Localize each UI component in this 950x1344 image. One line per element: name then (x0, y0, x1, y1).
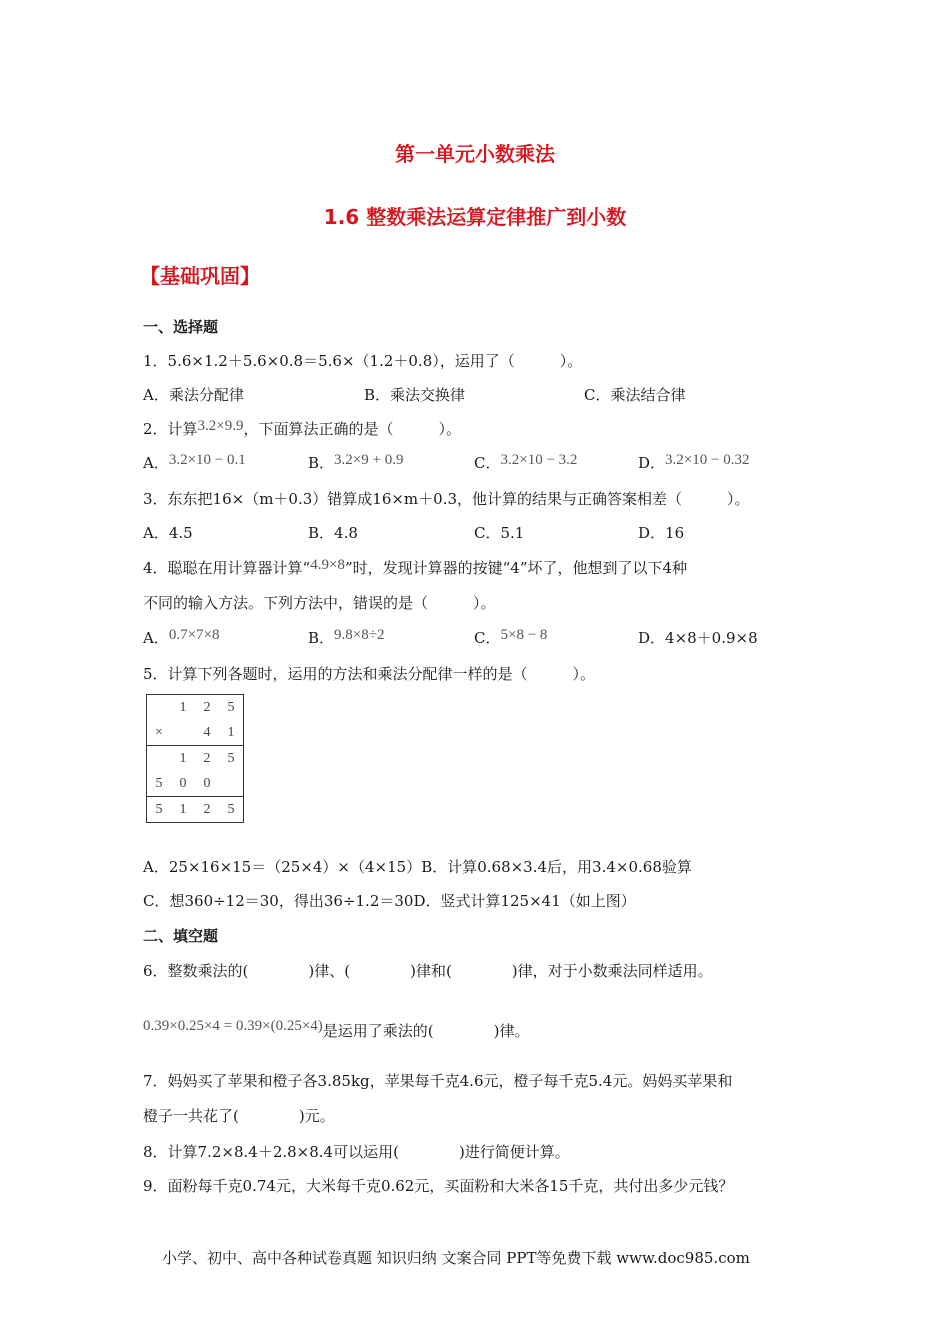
grid-cell: 1 (179, 699, 187, 715)
q2-option-c-expr: 3.2×10 − 3.2 (500, 452, 578, 468)
grid-cell: 1 (171, 797, 195, 823)
q2-option-d-label: D． (638, 454, 666, 472)
q3-option-d: D．16 (638, 524, 685, 542)
grid-row (147, 771, 244, 797)
q9-stem: 9．面粉每千克0.74元，大米每千克0.62元，买面粉和大米各15千克，共付出多少元钱？ (143, 1177, 734, 1195)
footer-text: 小学、初中、高中各种试卷真题 知识归纳 文案合同 PPT等免费下载 www.doc985.com (162, 1249, 750, 1267)
q2-option-c-label: C． (474, 454, 501, 472)
grid-cell: 2 (195, 797, 219, 823)
q2-option-b (308, 452, 403, 473)
q2-option-a-label: A． (143, 454, 169, 472)
q7-line2: 橙子一共花了( )元。 (143, 1107, 335, 1125)
q2-stem (143, 418, 461, 439)
q1-option-a: A．乘法分配律 (143, 386, 244, 404)
grid-cell: 5 (219, 797, 244, 823)
q2-option-a (143, 452, 246, 473)
q4-option-b-expr: 9.8×8÷2 (334, 627, 385, 643)
q5-options-ab: A．25×16×15＝（25×4）×（4×15）B．计算0.68×3.4后，用3.4×0.68验算 (143, 858, 692, 876)
q4-option-b-label: B． (308, 629, 335, 647)
grid-cell (147, 746, 172, 772)
lesson-title: 1.6 整数乘法运算定律推广到小数 (323, 205, 627, 229)
q2-option-a-expr: 3.2×10 − 0.1 (168, 452, 246, 468)
grid-cell: 1 (171, 746, 195, 772)
grid-cell: 5 (219, 746, 244, 772)
grid-cell: 4 (203, 724, 211, 740)
grid-cell: 5 (227, 699, 235, 715)
q4-stem-line2: 不同的输入方法。下列方法中，错误的是（ ）。 (143, 594, 496, 612)
q1-option-b: B．乘法交换律 (364, 386, 466, 404)
grid-cell (219, 771, 244, 797)
q5-stem: 5．计算下列各题时，运用的方法和乘法分配律一样的是（ ）。 (143, 665, 596, 683)
q4-option-c-label: C． (474, 629, 501, 647)
q2-prefix: 2．计算 (143, 420, 198, 438)
grid-cell: 2 (195, 746, 219, 772)
q6-line2 (143, 1020, 530, 1041)
vertical-multiplication-grid (146, 694, 244, 823)
q4-option-c (474, 627, 547, 648)
q5-options-cd: C．想360÷12＝30，得出36÷1.2＝30D．竖式计算125×41（如上图） (143, 892, 636, 910)
grid-cell (147, 695, 172, 721)
grid-row (147, 746, 244, 772)
grid-cell: 5 (147, 797, 172, 823)
q4-prefix: 4．聪聪在用计算器计算“ (143, 559, 311, 577)
q2-option-d (638, 452, 749, 473)
q7-line1: 7．妈妈买了苹果和橙子各3.85kg，苹果每千克4.6元，橙子每千克5.4元。妈妈买苹果和 (143, 1072, 733, 1090)
q6-expression: 0.39×0.25×4 = 0.39×(0.25×4) (143, 1018, 323, 1034)
grid-cell: 5 (155, 775, 163, 791)
unit-title: 第一单元小数乘法 (395, 142, 555, 166)
q3-option-c: C．5.1 (474, 524, 525, 542)
q4-option-b (308, 627, 384, 648)
q2-option-b-label: B． (308, 454, 335, 472)
grid-cell: 1 (227, 724, 235, 740)
q4-option-a (143, 627, 220, 648)
q4-expression: 4.9×8 (310, 557, 345, 573)
q3-stem: 3．东东把16×（m＋0.3）错算成16×m＋0.3，他计算的结果与正确答案相差（ ）。 (143, 490, 750, 508)
grid-row (147, 797, 244, 823)
q2-option-d-expr: 3.2×10 − 0.32 (665, 452, 750, 468)
q3-option-b: B．4.8 (308, 524, 358, 542)
grid-cell (171, 720, 195, 746)
q4-stem (143, 557, 687, 578)
q4-option-a-label: A． (143, 629, 169, 647)
q4-option-d: D．4×8＋0.9×8 (638, 629, 758, 647)
grid-cell: × (155, 724, 163, 740)
grid-row (147, 720, 244, 746)
q6-line2-suffix: 是运用了乘法的( )律。 (322, 1022, 530, 1040)
q1-option-c: C．乘法结合律 (584, 386, 686, 404)
q2-suffix: ，下面算法正确的是（ ）。 (243, 420, 462, 438)
q4-suffix: ”时，发现计算器的按键“4”坏了，他想到了以下4种 (344, 559, 688, 577)
q1-stem: 1．5.6×1.2＋5.6×0.8＝5.6×（1.2＋0.8），运用了（ ）。 (143, 352, 583, 370)
q3-option-a: A．4.5 (143, 524, 193, 542)
grid-cell: 0 (203, 775, 211, 791)
q2-option-b-expr: 3.2×9 + 0.9 (334, 452, 404, 468)
q2-expression: 3.2×9.9 (197, 418, 244, 434)
q4-option-c-expr: 5×8 − 8 (500, 627, 548, 643)
q2-option-c (474, 452, 577, 473)
grid-row (147, 695, 244, 721)
q4-option-a-expr: 0.7×7×8 (168, 627, 220, 643)
q6-line1: 6．整数乘法的( )律、( )律和( )律，对于小数乘法同样适用。 (143, 962, 713, 980)
q8-stem: 8．计算7.2×8.4＋2.8×8.4可以运用( )进行简便计算。 (143, 1143, 570, 1161)
grid-cell: 0 (179, 775, 187, 791)
grid-cell: 2 (203, 699, 211, 715)
section-fill-heading: 二、填空题 (143, 927, 219, 945)
section-choice-heading: 一、选择题 (143, 318, 219, 336)
basic-heading: 【基础巩固】 (140, 264, 260, 288)
